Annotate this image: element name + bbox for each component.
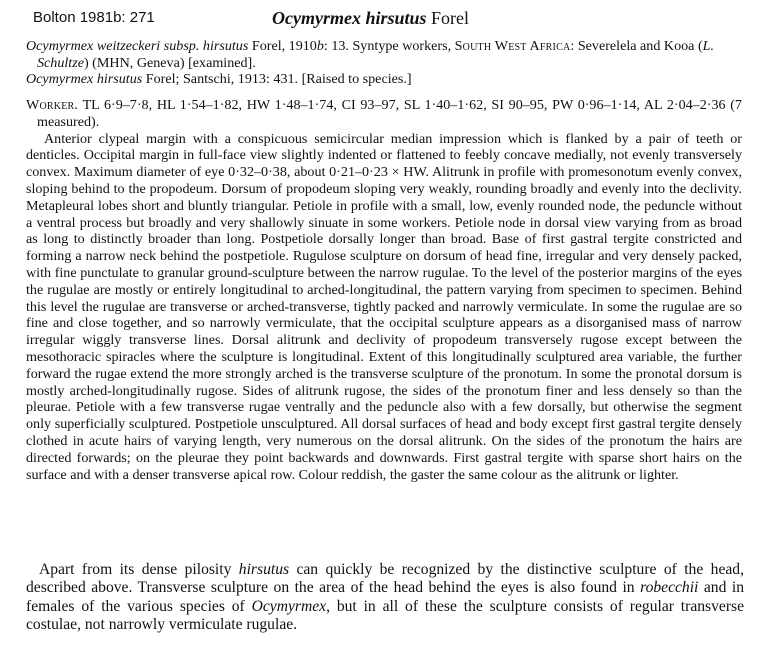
taxon-name: Ocymyrmex hirsutus <box>272 8 427 28</box>
citation-reference: Bolton 1981b: 271 <box>33 9 155 26</box>
page-header <box>0 6 764 30</box>
comparison-paragraph <box>26 561 744 635</box>
taxon-title <box>272 8 469 29</box>
worker-description <box>26 97 742 483</box>
synonymy-list <box>26 38 742 88</box>
comparison-text: , but in all of these the sculpture consists of regular transverse costulae, not narrowly vermiculate rugulae. <box>26 597 745 634</box>
synonym-year-suffix: b <box>316 38 324 54</box>
synonym-name: Ocymyrmex weitzeckeri subsp. hirsutus <box>26 38 249 54</box>
synonymy-entry <box>26 38 742 71</box>
diagnostic-comparison <box>26 561 744 635</box>
taxon-author: Forel <box>431 8 470 28</box>
species-name: hirsutus <box>238 561 290 578</box>
description-paragraph: Anterior clypeal margin with a conspicuous semicircular median impression which is flanked by a pair of teeth or denticles. Occipital margin in full-face view slightly indented or flattened to feebly concave medially, not evenly transversely convex. Maximum diameter of eye 0·32–0·38, about 0·21–0·23 × HW. Alitrunk in profile with promesonotum evenly convex, sloping behind to the propodeum. Dorsum of propodeum sloping very weakly, rounding broadly and evenly into the declivity. Metapleural lobes short and bluntly triangular. Petiole in profile with a small, low, evenly rounded node, the peduncle without a ventral process but broadly and very shallowly sinuate in some workers. Petiole node in dorsal view varying from as broad as long to distinctly broader than long. Postpetiole dorsally longer than broad. Base of first gastral tergite constricted and forming a narrow neck behind the postpetiole. Rugulose sculpture on dorsum of head fine, irregular and very densely packed, with fine punctulate to granular ground-sculpture between the narrow rugulae. To the level of the posterior margins of the eyes the rugulae are mostly or entirely longitudinal to arched-longitudinal, the pattern varying from specimen to specimen. Behind this level the rugulae are transverse or arched-transverse, tightly packed and narrowly vermiculate. In some the rugulae are so fine and close together, and so narrowly vermiculate, that the occipital sculpture appears as a disorganised mass of narrow irregular wiggly transverse lines. Dorsal alitrunk and declivity of propodeum transversely rugose except between the mesothoracic spiracles where the sculpture is longitudinal. Extent of this longitudinally sculptured area variable, the further forward the rugae extend the more strongly arched is the transverse sculpture of the pronotum. In some the pronotal dorsum is mostly arched-longitudinally rugose. Sides of alitrunk rugose, the sides of the pronotum finer and less densely so than the pleurae. Petiole with a few transverse rugae ventrally and the peduncle also with a few dorsally, but otherwise the segment only superficially sculptured. Postpetiole unsculptured. All dorsal surfaces of head and body except first gastral tergite densely clothed in acute hairs of varying length, very numerous on the dorsal alitrunk. On the sides of the pronotum the hairs are directed forwards; on the pleurae they point backwards and downwards. First gastral tergite with sparse short hairs on the surface and with a denser transverse apical row. Colour reddish, the gaster the same colour as the alitrunk or lighter. <box>26 130 742 483</box>
species-name: robecchii <box>640 579 699 597</box>
measurement-values: TL 6·9–7·8, HL 1·54–1·82, HW 1·48–1·74, CI 93–97, SL 1·40–1·62, SI 90–95, PW 0·96–1·14, AL 2·04–2·36 (7 measured). <box>37 97 742 130</box>
type-locality-country: South West Africa <box>454 38 571 54</box>
synonym-author: Forel, 1910 <box>251 38 317 54</box>
synonym-name: Ocymyrmex hirsutus <box>26 71 143 88</box>
worker-measurements <box>26 97 742 131</box>
comparison-text: and in females of the various species of <box>26 579 744 615</box>
synonym-text: Forel; Santschi, 1913: 431. [Raised to species.] <box>145 71 412 88</box>
collector-name: L. Schultze <box>37 38 715 71</box>
synonymy-entry <box>26 71 742 88</box>
comparison-text: can quickly be recognized by the distinctive sculpture of the head, described above. Transverse sculpture on the area of the head behind the eyes is also found in <box>26 561 744 597</box>
genus-name: Ocymyrmex <box>251 597 327 615</box>
synonym-text: ) (MHN, Geneva) [examined]. <box>83 54 256 71</box>
synonym-text: : Severelela and Kooa ( <box>570 38 703 54</box>
synonym-text: : 13. Syntype workers, <box>323 38 455 54</box>
comparison-text: Apart from its dense pilosity <box>39 561 239 578</box>
caste-label: Worker. <box>26 97 79 113</box>
